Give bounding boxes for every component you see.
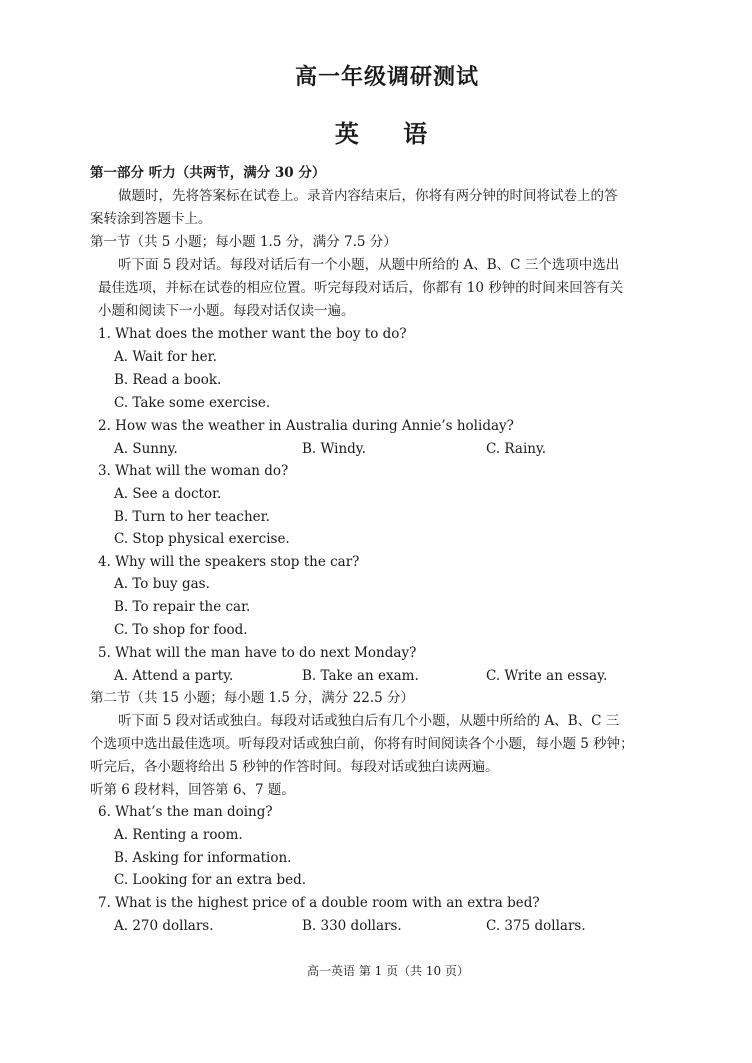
option-b: B. To repair the car. <box>114 599 251 615</box>
section2-instr-line3: 听完后，各小题将给出 5 秒钟的作答时间。每段对话或独白读两遍。 <box>90 759 499 775</box>
question-stem: 7. What is the highest price of a double room with an extra bed? <box>98 895 540 911</box>
option-c: C. Write an essay. <box>486 668 608 684</box>
question-stem: 1. What does the mother want the boy to do? <box>98 326 407 342</box>
question-stem: 2. How was the weather in Australia during Annie’s holiday? <box>98 418 514 434</box>
page-footer: 高一英语 第 1 页（共 10 页） <box>307 964 469 978</box>
option-c: C. To shop for food. <box>114 622 248 638</box>
option-b: B. Turn to her teacher. <box>114 509 270 525</box>
material-6-instruction: 听第 6 段材料，回答第 6、7 题。 <box>90 782 295 798</box>
question-stem: 5. What will the man have to do next Monday? <box>98 645 417 661</box>
section1-heading: 第一节（共 5 小题；每小题 1.5 分，满分 7.5 分） <box>90 234 397 250</box>
option-a: A. Sunny. <box>114 441 178 457</box>
exam-subject: 英 语 <box>334 119 446 148</box>
option-c: C. Stop physical exercise. <box>114 531 290 547</box>
option-a: A. Wait for her. <box>114 349 217 365</box>
option-c: C. 375 dollars. <box>486 918 586 934</box>
question-stem: 3. What will the woman do? <box>98 463 289 479</box>
part1-intro-line1: 做题时，先将答案标在试卷上。录音内容结束后，你将有两分钟的时间将试卷上的答 <box>118 188 618 204</box>
section1-instr-line1: 听下面 5 段对话。每段对话后有一个小题，从题中所给的 A、B、C 三个选项中选出 <box>118 257 620 273</box>
section2-instr-line2: 个选项中选出最佳选项。听每段对话或独白前，你将有时间阅读各个小题，每小题 5 秒钟； <box>90 736 634 752</box>
section1-instr-line2: 最佳选项，并标在试卷的相应位置。听完每段对话后，你都有 10 秒钟的时间来回答有关 <box>98 280 624 296</box>
question-stem: 6. What’s the man doing? <box>98 804 273 820</box>
option-c: C. Looking for an extra bed. <box>114 872 307 888</box>
option-a: A. 270 dollars. <box>114 918 214 934</box>
option-c: C. Take some exercise. <box>114 395 271 411</box>
option-a: A. Renting a room. <box>114 827 243 843</box>
part1-intro-line2: 案转涂到答题卡上。 <box>90 211 212 227</box>
section2-heading: 第二节（共 15 小题；每小题 1.5 分，满分 22.5 分） <box>90 690 414 706</box>
option-b: B. Windy. <box>302 441 366 457</box>
question-stem: 4. Why will the speakers stop the car? <box>98 554 360 570</box>
option-a: A. To buy gas. <box>114 576 210 592</box>
part1-heading: 第一部分 听力（共两节，满分 30 分） <box>90 165 326 181</box>
exam-title: 高一年级调研测试 <box>294 64 479 90</box>
option-c: C. Rainy. <box>486 441 547 457</box>
option-a: A. Attend a party. <box>114 668 234 684</box>
option-b: B. Read a book. <box>114 372 222 388</box>
section2-instr-line1: 听下面 5 段对话或独白。每段对话或独白后有几个小题，从题中所给的 A、B、C 三 <box>118 713 620 729</box>
option-b: B. 330 dollars. <box>302 918 402 934</box>
option-b: B. Asking for information. <box>114 850 292 866</box>
section1-instr-line3: 小题和阅读下一小题。每段对话仅读一遍。 <box>98 303 355 319</box>
option-a: A. See a doctor. <box>114 486 222 502</box>
option-b: B. Take an exam. <box>302 668 419 684</box>
